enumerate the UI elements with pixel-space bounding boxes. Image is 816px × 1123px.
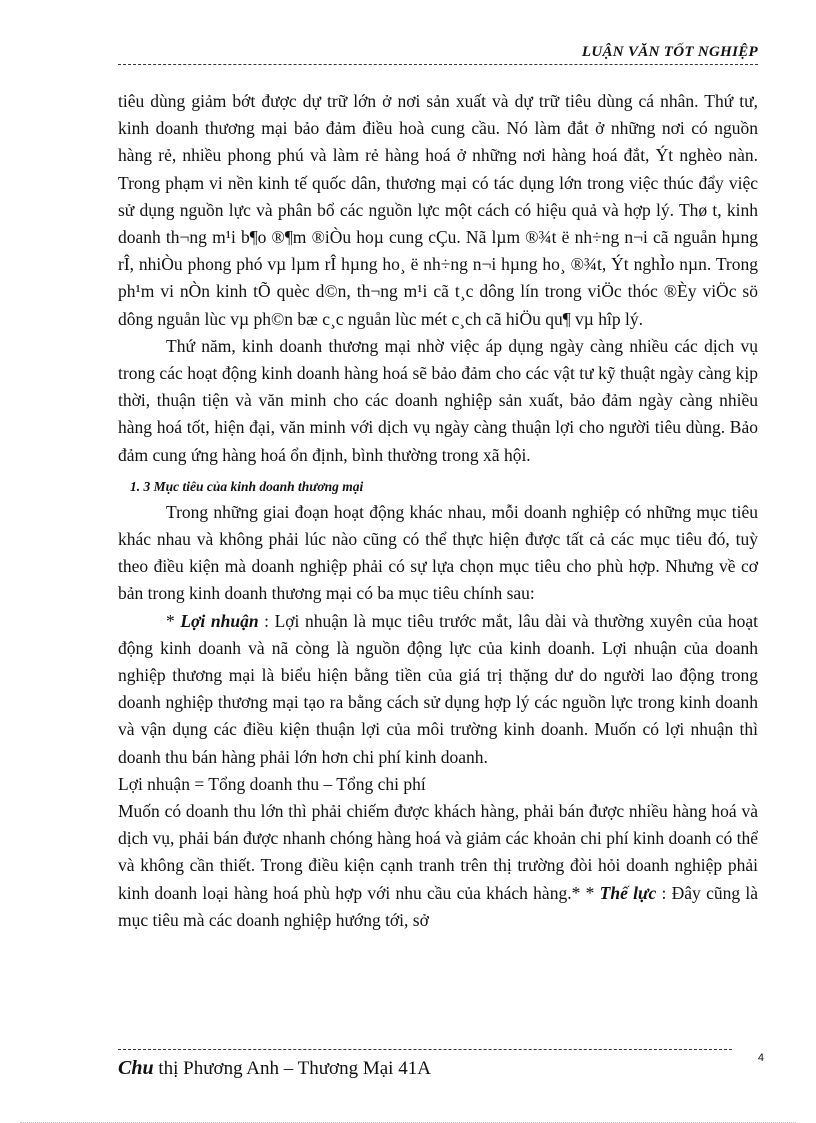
keyword-loi-nhuan: Lợi nhuận — [180, 610, 259, 631]
paragraph-continued: tiêu dùng giảm bớt được dự trữ lớn ở nơi sản xuất và dự trữ tiêu dùng cá nhân. Thứ tư, kinh doanh thương mại bảo đảm điều hoà cung cầu. Nó làm đắt ở những nơi có nguồn hàng rẻ, nhiều phong phú và làm rẻ hàng hoá ở những nơi hàng hoá đắt, Ýt nghèo nàn. Trong phạm vi nền kinh tế quốc dân, thương mại có tác dụng lớn trong việc thúc đẩy việc sử dụng nguồn lực và phân bổ các nguồn lực một cách có hiệu quả và hợp lý. Thø t, kinh doanh th¬ng m¹i b¶o ®¶m ®iÒu hoµ cung cÇu. Nã lµm ®¾t ë nh÷ng n¬i cã nguån hµng rÎ, nhiÒu phong phó vµ lµm rÎ hµng ho¸ ë nh÷ng n¬i hµng ho¸ ®¾t, Ýt nghÌo nµn. Trong ph¹m vi nÒn kinh tÕ quèc d©n, th¬ng m¹i cã t¸c dông lín trong viÖc thóc ®Èy viÖc sö dông nguån lùc vµ ph©n bæ c¸c nguån lùc mét c¸ch cã hiÖu qu¶ vµ hîp lý. — [118, 91, 758, 329]
section-heading: 1. 3 Mục tiêu của kinh doanh thương mại — [130, 478, 364, 494]
page-number: 4 — [757, 1052, 764, 1064]
footer-author — [118, 1057, 431, 1080]
author-script-name: Chu — [118, 1057, 154, 1079]
doanh-thu-text: Muốn có doanh thu lớn thì phải chiếm được khách hàng, phải bán được nhiều hàng hoá và dịch vụ, phải bán được nhanh chóng hàng hoá và giảm các khoản chi phí kinh doanh có thể và không cần thiết. Trong điều kiện cạnh tranh trên thị trường đòi hỏi doanh nghiệp phải kinh doanh loại hàng hoá phù hợp với nhu cầu của khách hàng.* * — [118, 801, 758, 903]
loi-nhuan-text: : Lợi nhuận là mục tiêu trước mắt, lâu dài và thường xuyên của hoạt động kinh doanh và nã còng là nguồn động lực của kinh doanh. Lợi nhuận của doanh nghiệp thương mại là biểu hiện bằng tiền của giá trị thặng dư do người lao động trong doanh nghiệp thương mại tạo ra bằng cách sử dụng hợp lý các nguồn lực trong kinh doanh và vận dụng các điều kiện thuận lợi của môi trường kinh doanh. Muốn có lợi nhuận thì doanh thu bán hàng phải lớn hơn chi phí kinh doanh. — [118, 610, 758, 767]
footer-divider — [118, 1049, 732, 1050]
document-body — [118, 88, 758, 934]
profit-formula: Lợi nhuận = Tổng doanh thu – Tổng chi phí — [118, 773, 426, 794]
paragraph-doanh-thu — [118, 798, 758, 934]
keyword-the-luc: Thế lực — [599, 882, 657, 903]
bullet-prefix: * — [166, 610, 181, 631]
running-header-title: LUẬN VĂN TỐT NGHIỆP — [581, 44, 758, 60]
header-divider — [118, 64, 758, 65]
paragraph-thu-nam: Thứ năm, kinh doanh thương mại nhờ việc áp dụng ngày càng nhiều các dịch vụ trong các hoạt động kinh doanh hàng hoá sẽ bảo đảm cho các vật tư kỹ thuật ngày càng kịp thời, thuận tiện và văn minh cho các doanh nghiệp sản xuất, bảo đảm ngày càng nhiều hàng hoá tốt, hiện đại, văn minh với dịch vụ ngày càng thuận lợi cho người tiêu dùng. Bảo đảm cung ứng hàng hoá ổn định, bình thường trong xã hội. — [118, 335, 758, 465]
paragraph-loi-nhuan — [118, 608, 758, 771]
author-rest: thị Phương Anh – Thương Mại 41A — [153, 1058, 431, 1079]
paragraph-muc-tieu: Trong những giai đoạn hoạt động khác nhau, mỗi doanh nghiệp có những mục tiêu khác nhau và không phải lúc nào cũng có thể thực hiện được tất cả các mục tiêu đó, tuỳ theo điều kiện mà doanh nghiệp phải có sự lựa chọn mục tiêu cho phù hợp. Nhưng về cơ bản trong kinh doanh thương mại có ba mục tiêu chính sau: — [118, 501, 758, 604]
the-luc-text: : Đây cũng là mục tiêu mà các doanh nghiệp hướng tới, sở — [118, 882, 759, 930]
